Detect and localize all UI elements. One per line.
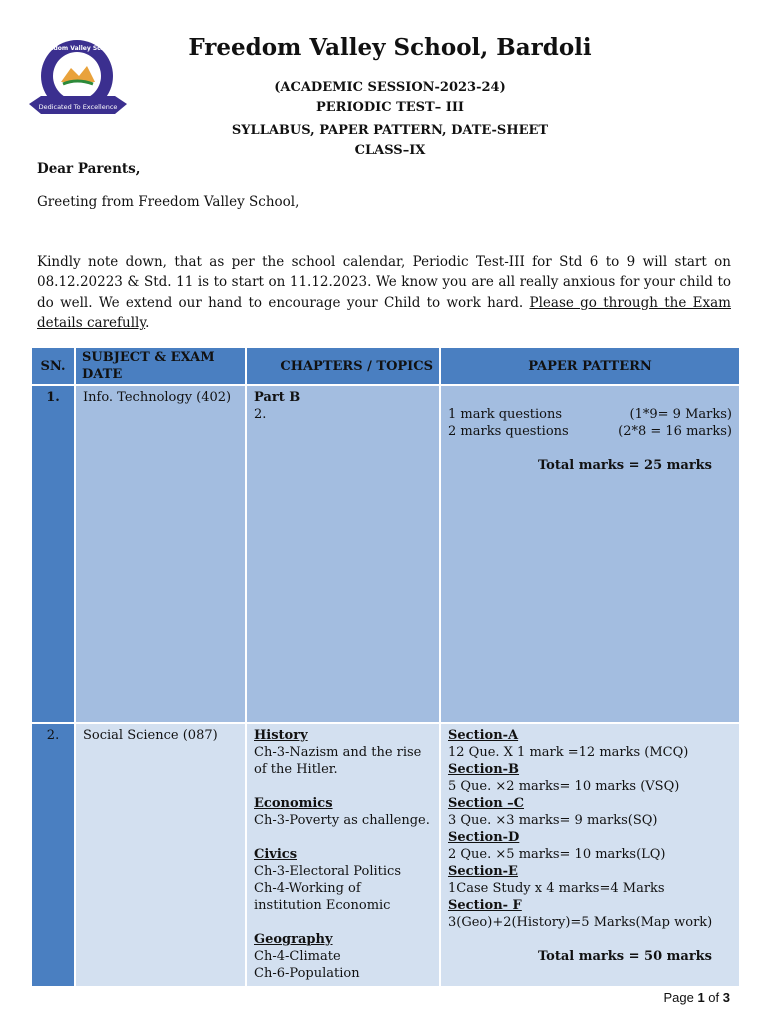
section-c-detail: 3 Que. ×3 marks= 9 marks(SQ) [448, 813, 658, 828]
section-f-detail: 3(Geo)+2(History)=5 Marks(Map work) [448, 915, 713, 930]
chapter-item: Ch-3-Poverty as challenge. [254, 813, 430, 828]
row-pattern [440, 385, 740, 723]
total-marks: Total marks = 25 marks [537, 458, 712, 473]
header-sn: SN. [31, 347, 75, 385]
academic-session: (ACADEMIC SESSION-2023-24) [274, 80, 506, 95]
civics-heading: Civics [254, 847, 298, 862]
svg-text:Freedom Valley School: Freedom Valley School [38, 45, 116, 52]
section-c-heading: Section –C [448, 796, 525, 811]
section-e-detail: 1Case Study x 4 marks=4 Marks [448, 881, 665, 896]
chapter-item: Ch-3-Nazism and the rise of the Hitler. [254, 745, 422, 777]
svg-text:Dedicated To Excellence: Dedicated To Excellence [38, 103, 118, 111]
chapter-item: 2. [254, 407, 267, 422]
exam-schedule-table [30, 346, 741, 988]
row-subject: Info. Technology (402) [75, 385, 246, 723]
table-row [31, 385, 740, 723]
svg-text:Bardoli: Bardoli [62, 87, 92, 95]
school-name: Freedom Valley School, Bardoli [188, 34, 592, 61]
history-heading: History [254, 728, 308, 743]
letter-body: Kindly note down, that as per the school calendar, Periodic Test-III for Std 6 to 9 will start on 08.12.20223 & Std. 11 is to start on 11.12.2023. We know you are all really anxious for your child to do well. We extend our hand to encourage your Child to work hard. Please go through the Exam details carefully. [37, 254, 731, 332]
table-header-row [31, 347, 740, 385]
row-sn: 2. [31, 723, 75, 987]
underlined-instruction: Please go through the Exam details carefully [37, 294, 731, 332]
page-number: Page 1 of 3 [663, 990, 730, 1005]
economics-heading: Economics [254, 796, 333, 811]
section-d-heading: Section-D [448, 830, 520, 845]
section-d-detail: 2 Que. ×5 marks= 10 marks(LQ) [448, 847, 666, 862]
chapter-item: Ch-3-Electoral Politics [254, 864, 401, 879]
test-name: PERIODIC TEST– III [315, 100, 465, 115]
school-logo [27, 38, 129, 124]
section-a-detail: 12 Que. X 1 mark =12 marks (MCQ) [448, 745, 689, 760]
section-b-heading: Section-B [448, 762, 520, 777]
row-pattern [440, 723, 740, 987]
total-marks: Total marks = 50 marks [537, 949, 712, 964]
section-a-heading: Section-A [448, 728, 519, 743]
pattern-line: 2 marks questions (2*8 = 16 marks) [448, 424, 732, 439]
section-e-heading: Section-E [448, 864, 518, 879]
chapter-item: Ch-4-Working of institution Economic [254, 881, 391, 913]
header-subject: SUBJECT & EXAM DATE [75, 347, 246, 385]
row-chapters [246, 385, 440, 723]
greeting: Greeting from Freedom Valley School, [37, 194, 300, 210]
class-label: CLASS–IX [354, 143, 426, 158]
salutation: Dear Parents, [37, 161, 141, 177]
row-sn: 1. [31, 385, 75, 723]
section-b-detail: 5 Que. ×2 marks= 10 marks (VSQ) [448, 779, 680, 794]
chapter-item: Ch-4-Climate [254, 949, 341, 964]
row-subject: Social Science (087) [75, 723, 246, 987]
geography-heading: Geography [254, 932, 333, 947]
row-chapters [246, 723, 440, 987]
section-f-heading: Section- F [448, 898, 522, 913]
document-subtitle: SYLLABUS, PAPER PATTERN, DATE-SHEET [231, 123, 549, 138]
header-chapters: CHAPTERS / TOPICS [246, 347, 440, 385]
pattern-line: 1 mark questions (1*9= 9 Marks) [448, 407, 732, 422]
header-pattern: PAPER PATTERN [440, 347, 740, 385]
chapter-item: Ch-6-Population [254, 966, 360, 981]
part-label: Part B [254, 390, 301, 405]
table-row [31, 723, 740, 987]
